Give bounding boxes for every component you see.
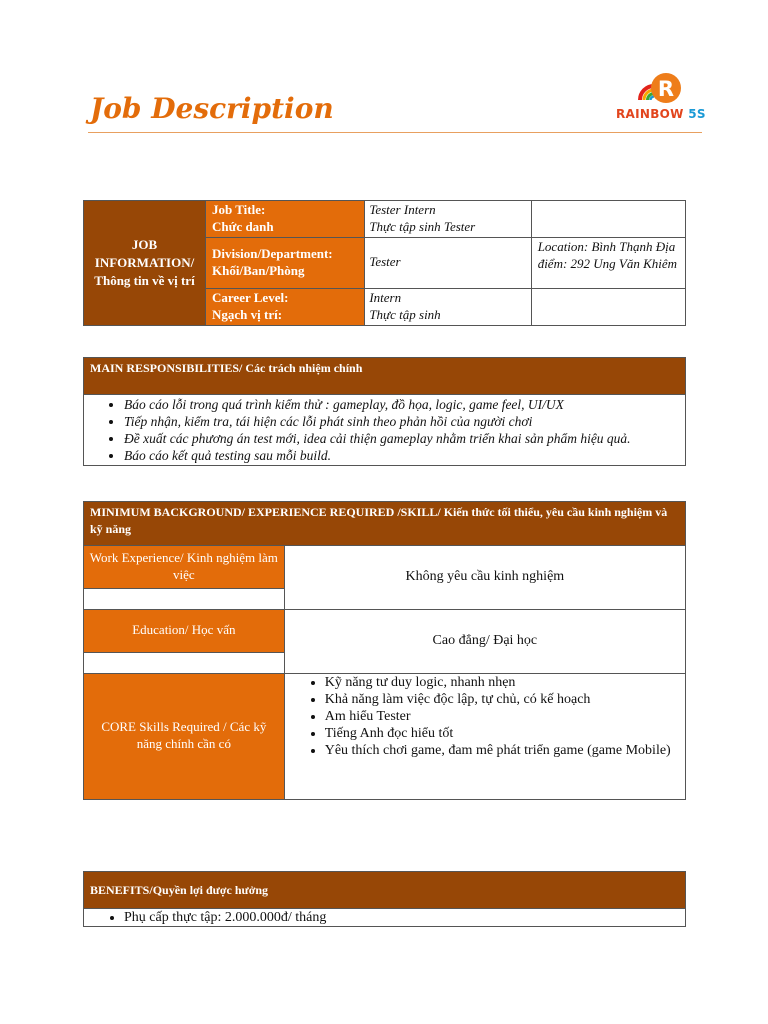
empty-cell	[84, 588, 285, 609]
logo-text: RAINBOW 5S	[616, 107, 706, 121]
division-value: Tester	[365, 237, 531, 288]
job-info-label: JOB INFORMATION/ Thông tin về vị trí	[84, 201, 206, 326]
empty-cell	[531, 201, 685, 238]
responsibilities-heading: MAIN RESPONSIBILITIES/ Các trách nhiệm chính	[84, 358, 686, 395]
list-item: • Đề xuất các phương án test mới, idea cải thiện gameplay nhằm triển khai sản phẩm hiệu quả.	[124, 430, 685, 447]
list-item: • Am hiểu Tester	[325, 708, 685, 725]
list-item: • Báo cáo lỗi trong quá trình kiểm thử : gameplay, đồ họa, logic, game feel, UI/UX	[124, 396, 685, 413]
location-value: Location: Bình Thạnh Địa điểm: 292 Ung Văn Khiêm	[531, 237, 685, 288]
page-title: Job Description	[90, 92, 334, 125]
svg-text:R: R	[657, 77, 675, 101]
core-skills-label: CORE Skills Required / Các kỹ năng chính cần có	[84, 673, 285, 799]
career-level-label: Career Level: Ngạch vị trí:	[206, 288, 365, 325]
work-experience-value: Không yêu cầu kinh nghiệm	[284, 546, 685, 610]
requirements-heading: MINIMUM BACKGROUND/ EXPERIENCE REQUIRED /SKILL/ Kiến thức tối thiểu, yêu cầu kinh nghiệm và kỹ năng	[84, 502, 686, 546]
requirements-table	[83, 501, 686, 800]
benefits-heading: BENEFITS/Quyền lợi được hưởng	[84, 872, 686, 909]
company-logo	[612, 66, 708, 124]
list-item: • Tiếp nhận, kiểm tra, tái hiện các lỗi phát sinh theo phản hồi của người chơi	[124, 413, 685, 430]
job-title-value: Tester Intern Thực tập sinh Tester	[365, 201, 531, 238]
responsibilities-list	[84, 396, 685, 464]
list-item: • Kỹ năng tư duy logic, nhanh nhẹn	[325, 674, 685, 691]
benefits-table	[83, 871, 686, 927]
list-item: • Yêu thích chơi game, đam mê phát triển game (game Mobile)	[325, 742, 685, 759]
job-info-table	[83, 200, 686, 326]
list-item: • Tiếng Anh đọc hiểu tốt	[325, 725, 685, 742]
work-experience-label: Work Experience/ Kinh nghiệm làm việc	[84, 546, 285, 589]
responsibilities-table	[83, 357, 686, 466]
job-title-label: Job Title: Chức danh	[206, 201, 365, 238]
rainbow-logo-icon	[612, 66, 708, 108]
core-skills-list	[285, 674, 685, 759]
education-label: Education/ Học vấn	[84, 609, 285, 652]
division-label: Division/Department: Khối/Ban/Phòng	[206, 237, 365, 288]
education-value: Cao đẳng/ Đại học	[284, 609, 685, 673]
benefits-list	[84, 909, 685, 926]
list-item: • Báo cáo kết quả testing sau mỗi build.	[124, 447, 685, 464]
list-item: • Phụ cấp thực tập: 2.000.000đ/ tháng	[124, 909, 685, 926]
header-divider	[88, 132, 702, 133]
career-level-value: Intern Thực tập sinh	[365, 288, 531, 325]
empty-cell	[84, 652, 285, 673]
list-item: • Khả năng làm việc độc lập, tự chủ, có kế hoạch	[325, 691, 685, 708]
empty-cell	[531, 288, 685, 325]
